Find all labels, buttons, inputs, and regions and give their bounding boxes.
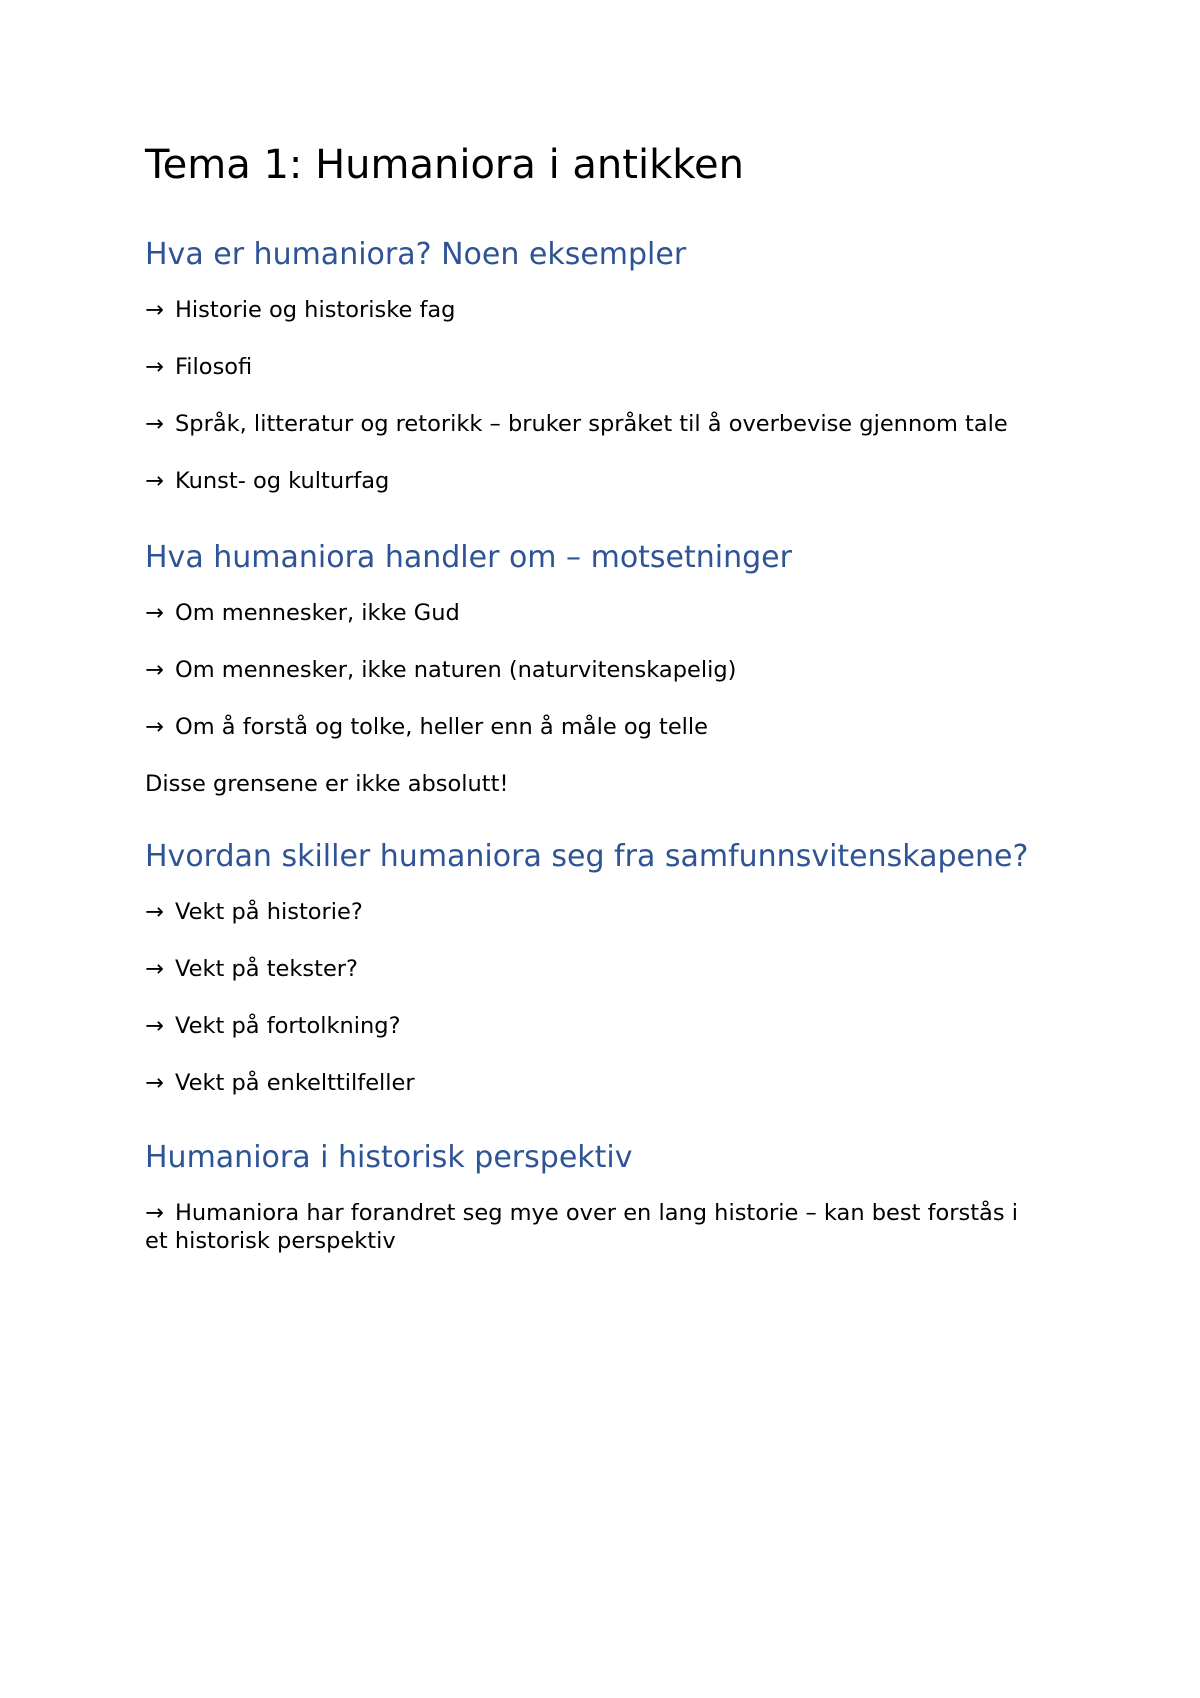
list-item xyxy=(145,898,1045,926)
list-item-text: Vekt på fortolkning? xyxy=(175,1013,401,1039)
section-heading: Hva er humaniora? Noen eksempler xyxy=(145,237,687,272)
list-item-text: Om mennesker, ikke naturen (naturvitenskapelig) xyxy=(175,657,737,683)
arrow-right-icon: → xyxy=(145,657,164,683)
arrow-right-icon: → xyxy=(145,411,164,437)
list-item xyxy=(145,713,1045,741)
bullet-list xyxy=(145,296,1045,495)
list-item-text: Historie og historiske fag xyxy=(175,297,456,323)
list-item xyxy=(145,296,1045,324)
list-item xyxy=(145,599,1045,627)
document-page xyxy=(145,138,1045,1284)
section-social-sciences xyxy=(145,838,1045,1097)
arrow-right-icon: → xyxy=(145,899,164,925)
list-item xyxy=(145,656,1045,684)
bullet-list xyxy=(145,599,1045,741)
list-item-text: Filosofi xyxy=(175,354,253,380)
arrow-right-icon: → xyxy=(145,468,164,494)
list-item-text: Vekt på historie? xyxy=(175,899,363,925)
arrow-right-icon: → xyxy=(145,956,164,982)
arrow-right-icon: → xyxy=(145,354,164,380)
bullet-list xyxy=(145,1199,1045,1255)
section-historical-perspective xyxy=(145,1139,1045,1255)
section-heading: Hva humaniora handler om – motsetninger xyxy=(145,540,792,575)
list-item-text: Om å forstå og tolke, heller enn å måle og telle xyxy=(175,714,709,740)
list-item xyxy=(145,467,1045,495)
list-item xyxy=(145,353,1045,381)
list-item xyxy=(145,955,1045,983)
arrow-right-icon: → xyxy=(145,600,164,626)
list-item xyxy=(145,1012,1045,1040)
list-item xyxy=(145,410,1045,438)
section-contrasts xyxy=(145,539,1045,798)
arrow-right-icon: → xyxy=(145,714,164,740)
list-item-text: Om mennesker, ikke Gud xyxy=(175,600,460,626)
bullet-list xyxy=(145,898,1045,1097)
list-item-text: Vekt på enkelttilfeller xyxy=(175,1070,415,1096)
arrow-right-icon: → xyxy=(145,1200,164,1226)
arrow-right-icon: → xyxy=(145,297,164,323)
arrow-right-icon: → xyxy=(145,1070,164,1096)
page-title: Tema 1: Humaniora i antikken xyxy=(145,142,744,188)
arrow-right-icon: → xyxy=(145,1013,164,1039)
list-item-text: Språk, litteratur og retorikk – bruker språket til å overbevise gjennom tale xyxy=(175,411,1008,437)
list-item xyxy=(145,1199,1045,1255)
list-item xyxy=(145,1069,1045,1097)
list-item-text: Humaniora har forandret seg mye over en lang historie – kan best forstås i et historisk perspektiv xyxy=(145,1200,1018,1254)
list-item-text: Kunst- og kulturfag xyxy=(175,468,390,494)
section-heading: Hvordan skiller humaniora seg fra samfunnsvitenskapene? xyxy=(145,839,1029,874)
section-heading: Humaniora i historisk perspektiv xyxy=(145,1140,633,1175)
list-item-text: Vekt på tekster? xyxy=(175,956,358,982)
section-examples xyxy=(145,236,1045,495)
section-note: Disse grensene er ikke absolutt! xyxy=(145,771,509,797)
